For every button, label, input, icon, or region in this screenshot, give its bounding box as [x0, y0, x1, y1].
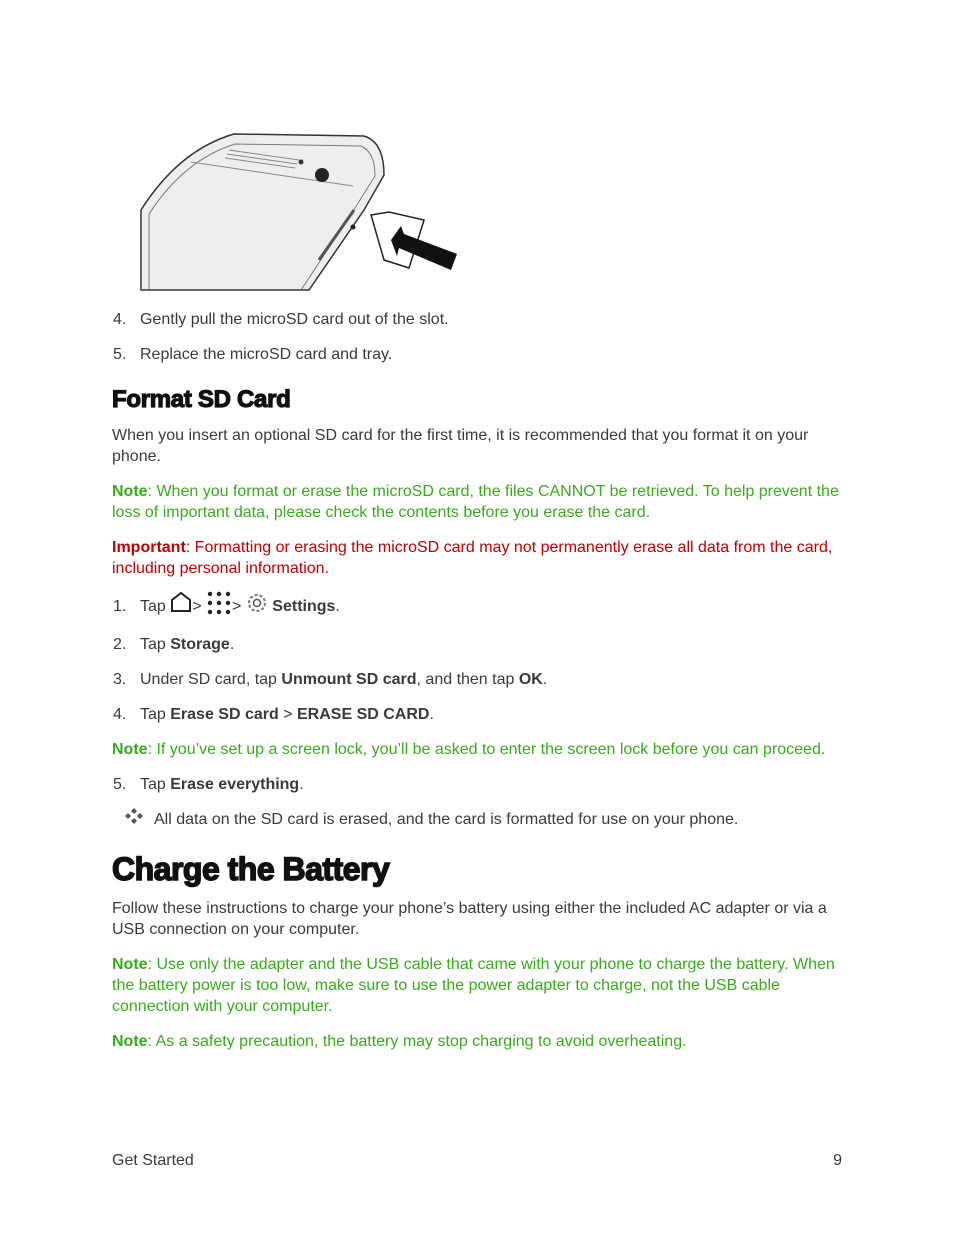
note-label: Note: [112, 956, 148, 973]
step-text: Replace the microSD card and tray.: [140, 346, 393, 363]
note-text: : As a safety precaution, the battery may stop charging to avoid overheating.: [147, 1033, 687, 1050]
home-icon: [170, 591, 192, 613]
note-label: Note: [112, 741, 148, 758]
footer-section: Get Started: [112, 1152, 194, 1169]
note: [112, 739, 852, 760]
list-item: [113, 309, 449, 330]
step-number: 2.: [113, 636, 127, 653]
result-text: All data on the SD card is erased, and the card is formatted for use on your phone.: [154, 811, 739, 828]
important-label: Important: [112, 539, 186, 556]
step-number: 5.: [113, 776, 127, 793]
page-title: Charge the Battery: [112, 851, 390, 887]
step-bold: Erase everything: [170, 776, 300, 793]
step-text: , and then tap: [416, 671, 519, 688]
result-diamond-icon: [125, 808, 143, 824]
step-text: Tap: [140, 636, 171, 653]
step-number: 4.: [113, 311, 127, 328]
settings-gear-icon: [246, 592, 268, 614]
list-item: [113, 669, 547, 690]
step-text: .: [229, 636, 235, 653]
step-number: 4.: [113, 706, 127, 723]
page-number: 9: [833, 1152, 842, 1169]
step-separator: >: [192, 598, 202, 615]
step-text: .: [429, 706, 434, 723]
step-bold: Storage: [170, 636, 230, 653]
note-text: : Use only the adapter and the USB cable that came with your phone to charge the battery. When the battery power is too low, make sure to use the power adapter to charge, not the USB cable connection with your computer.: [112, 956, 835, 1015]
note: [112, 954, 842, 1017]
note-text: : When you format or erase the microSD card, the files CANNOT be retrieved. To help prevent the loss of important data, please check the contents before you erase the card.: [112, 483, 839, 521]
important-note: [112, 537, 842, 579]
list-item: [113, 704, 434, 725]
step-text: Tap: [140, 706, 171, 723]
paragraph: Follow these instructions to charge your phone’s battery using either the included AC adapter or via a USB connection on your computer.: [112, 900, 827, 938]
list-item: [113, 596, 340, 617]
list-item: [113, 634, 234, 655]
paragraph: When you insert an optional SD card for the first time, it is recommended that you format it on your phone.: [112, 427, 809, 465]
phone-sd-illustration: [139, 130, 459, 295]
step-text: Under SD card, tap: [140, 671, 282, 688]
step-text: Gently pull the microSD card out of the slot.: [140, 311, 449, 328]
note-label: Note: [112, 1033, 148, 1050]
step-bold: Erase SD card: [170, 706, 279, 723]
section-heading: Format SD Card: [112, 386, 291, 413]
step-text: .: [335, 598, 340, 615]
step-separator: >: [232, 598, 242, 615]
step-number: 1.: [113, 598, 127, 615]
step-number: 5.: [113, 346, 127, 363]
list-item: [113, 774, 304, 795]
step-text: .: [299, 776, 304, 793]
step-bold: Settings: [272, 598, 336, 615]
step-number: 3.: [113, 671, 127, 688]
step-text: .: [542, 671, 548, 688]
note-text: : If you’ve set up a screen lock, you’ll be asked to enter the screen lock before you can proceed.: [147, 741, 826, 758]
important-text: : Formatting or erasing the microSD card may not permanently erase all data from the card, including personal information.: [112, 539, 833, 577]
step-bold: OK: [518, 671, 543, 688]
step-bold: ERASE SD CARD: [297, 706, 430, 723]
step-text: >: [278, 706, 297, 723]
note: [112, 1031, 842, 1052]
step-text: Tap: [140, 598, 166, 615]
step-bold: Unmount SD card: [281, 671, 417, 688]
note: [112, 481, 842, 523]
note-label: Note: [112, 483, 148, 500]
apps-grid-icon: [206, 591, 232, 615]
list-item: [113, 344, 392, 365]
step-text: Tap: [140, 776, 171, 793]
